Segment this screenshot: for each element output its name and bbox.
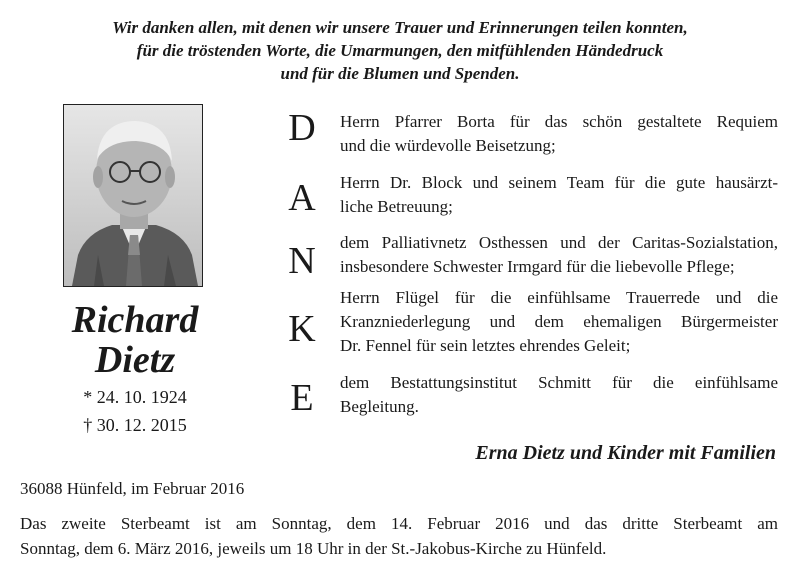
notice-line: Sonntag, dem 6. März 2016, jeweils um 18 Uhr in der St.-Jakobus-Kirche zu Hünfeld. — [20, 539, 607, 558]
danke-letter-n: N — [288, 240, 316, 282]
intro-line: und für die Blumen und Spenden. — [280, 64, 520, 83]
place-date: 36088 Hünfeld, im Februar 2016 — [20, 479, 245, 498]
thanks-line: Dr. Fennel für sein letztes ehrendes Geleit; — [340, 336, 631, 355]
thanks-item-pfarrer — [340, 110, 778, 158]
memorial-mass-notice — [20, 511, 778, 561]
deceased-first-name: Richard — [71, 299, 199, 341]
thanks-line: Herrn Pfarrer Borta für das schön gestaltete Requiem — [340, 112, 778, 131]
thanks-line: Herrn Flügel für die einfühlsame Trauerrede und die — [340, 288, 778, 307]
intro-line: für die tröstenden Worte, die Umarmungen, den mitfühlenden Händedruck — [136, 41, 664, 60]
thanks-line: liche Betreuung; — [340, 197, 453, 216]
portrait-image — [64, 105, 202, 286]
thanks-line: Begleitung. — [340, 397, 419, 416]
thanks-item-bestatter — [340, 371, 778, 419]
thanks-line: dem Palliativnetz Osthessen und der Caritas-Sozialstation, — [340, 233, 778, 252]
signature: Erna Dietz und Kinder mit Familien — [475, 442, 776, 464]
thanks-item-fluegel — [340, 286, 778, 358]
thanks-line: dem Bestattungsinstitut Schmitt für die einfühlsame — [340, 373, 778, 392]
death-date: † 30. 12. 2015 — [83, 415, 187, 435]
danke-letter-d: D — [288, 107, 316, 149]
thanks-item-palliativnetz — [340, 231, 778, 279]
thanks-item-doctor — [340, 171, 778, 219]
intro-line: Wir danken allen, mit denen wir unsere Trauer und Erinnerungen teilen konnten, — [112, 18, 688, 37]
danke-letter-e: E — [290, 377, 314, 419]
notice-line: Das zweite Sterbeamt ist am Sonntag, dem 14. Februar 2016 und das dritte Sterbeamt am — [20, 514, 778, 533]
thanks-line: Herrn Dr. Block und seinem Team für die gute hausärzt- — [340, 173, 778, 192]
deceased-last-name: Dietz — [94, 339, 176, 381]
danke-letter-a: A — [288, 177, 316, 219]
danke-letter-k: K — [288, 308, 316, 350]
intro-text — [20, 16, 780, 85]
thanks-line: insbesondere Schwester Irmgard für die liebevolle Pflege; — [340, 257, 735, 276]
birth-date: * 24. 10. 1924 — [83, 387, 187, 407]
thanks-line: Kranzniederlegung und dem ehemaligen Bürgermeister — [340, 312, 778, 331]
thanks-line: und die würdevolle Beisetzung; — [340, 136, 556, 155]
portrait-photo — [63, 104, 203, 287]
